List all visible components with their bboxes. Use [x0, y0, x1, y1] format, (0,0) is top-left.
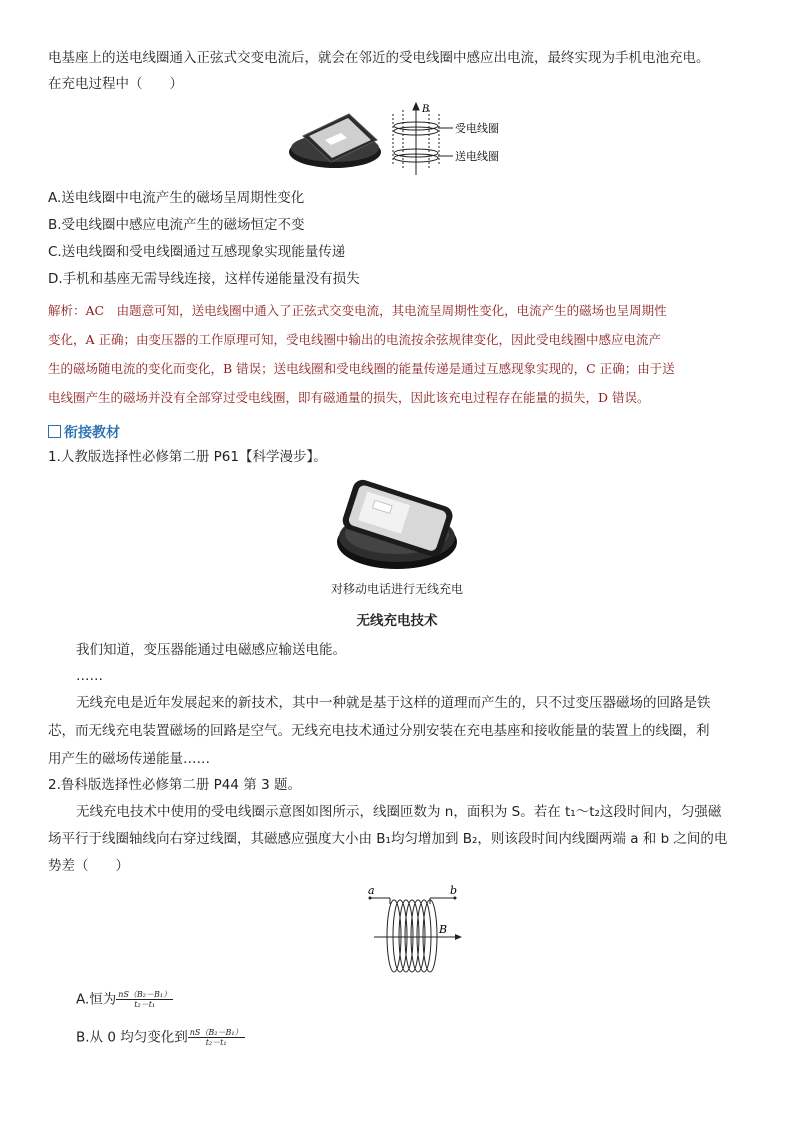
fraction-numerator: nS（B₂－B₁）: [189, 1028, 243, 1037]
option-b-prefix: B.从 0 均匀变化到: [76, 1029, 188, 1046]
option-d: D.手机和基座无需导线连接，这样传递能量没有损失: [48, 271, 360, 287]
terminal-b-label: b: [450, 884, 458, 897]
field-b-label: B: [439, 923, 448, 936]
ref1-paragraph-2-line-3: 用产生的磁场传递能量……: [48, 751, 210, 767]
phone-on-charger-image: [289, 114, 381, 168]
ref1-ellipsis: ……: [76, 668, 103, 684]
ref2-option-b: [76, 1028, 245, 1047]
analysis-line-3: 生的磁场随电流的变化而变化，B 错误；送电线圈和受电线圈的能量传递是通过互感现象实现的，C 正确；由于送: [48, 361, 675, 376]
ref1-paragraph-2-line-2: 芯，而无线充电装置磁场的回路是空气。无线充电技术通过分别安装在充电基座和接收能量的装置上的线圈，利: [48, 723, 710, 739]
option-a: A.送电线圈中电流产生的磁场呈周期性变化: [48, 190, 305, 206]
option-c: C.送电线圈和受电线圈通过互感现象实现能量传递: [48, 244, 346, 260]
ref2-option-a: [76, 990, 173, 1009]
ref1-heading: 1.人教版选择性必修第二册 P61【科学漫步】。: [48, 449, 327, 465]
option-a-prefix: A.恒为: [76, 991, 117, 1008]
option-b: B.受电线圈中感应电流产生的磁场恒定不变: [48, 217, 305, 233]
photo-caption: 对移动电话进行无线充电: [330, 582, 463, 596]
option-b-fraction: [188, 1028, 245, 1047]
fraction-denominator: t₂－t₁: [205, 1038, 227, 1047]
question-intro-line-2: 在充电过程中（ ）: [48, 76, 183, 92]
article-title: 无线充电技术: [356, 613, 438, 629]
ref2-question-line-2: 场平行于线圈轴线向右穿过线圈，其磁感应强度大小由 B₁均匀增加到 B₂，则该段时间内线圈两端 a 和 b 之间的电: [48, 831, 728, 847]
analysis-line-1: 解析：AC 由题意可知，送电线圈中通入了正弦式交变电流，其电流呈周期性变化，电流产生的磁场也呈周期性: [48, 303, 667, 318]
fraction-numerator: nS（B₂－B₁）: [118, 990, 172, 999]
analysis-line-4: 电线圈产生的磁场并没有全部穿过受电线圈，即有磁通量的损失，因此该充电过程存在能量的损失，D 错误。: [48, 390, 650, 405]
section-title-text: 衔接教材: [64, 425, 120, 441]
question-intro-line-1: 电基座上的送电线圈通入正弦式交变电流后，就会在邻近的受电线圈中感应出电流，最终实现为手机电池充电。: [48, 50, 710, 66]
ref2-heading: 2.鲁科版选择性必修第二册 P44 第 3 题。: [48, 777, 301, 793]
ref2-question-line-3: 势差（ ）: [48, 858, 129, 874]
square-icon: [48, 425, 61, 438]
ref1-paragraph-2-line-1: 无线充电是近年发展起来的新技术，其中一种就是基于这样的道理而产生的，只不过变压器磁场的回路是铁: [76, 695, 711, 711]
ref2-question-line-1: 无线充电技术中使用的受电线圈示意图如图所示，线圈匝数为 n，面积为 S。若在 t₁～t₂这段时间内，匀强磁: [76, 804, 722, 820]
section-title: [48, 422, 120, 442]
analysis-line-2: 变化，A 正确；由变压器的工作原理可知，受电线圈中输出的电流按余弦规律变化，因此受电线圈中感应电流产: [48, 332, 662, 347]
receive-coil-label: 受电线圈: [455, 122, 499, 135]
figure-wireless-charger-coils: [285, 100, 525, 180]
b-field-label: B: [422, 104, 430, 115]
fraction-denominator: t₂－t₁: [134, 1000, 156, 1009]
ref1-paragraph-1: 我们知道，变压器能通过电磁感应输送电能。: [76, 642, 346, 658]
send-coil-label: 送电线圈: [455, 150, 499, 163]
phone-charging-photo: [330, 470, 465, 575]
option-a-fraction: [116, 990, 173, 1009]
coil-figure: [360, 880, 470, 980]
terminal-a-label: a: [368, 884, 375, 897]
